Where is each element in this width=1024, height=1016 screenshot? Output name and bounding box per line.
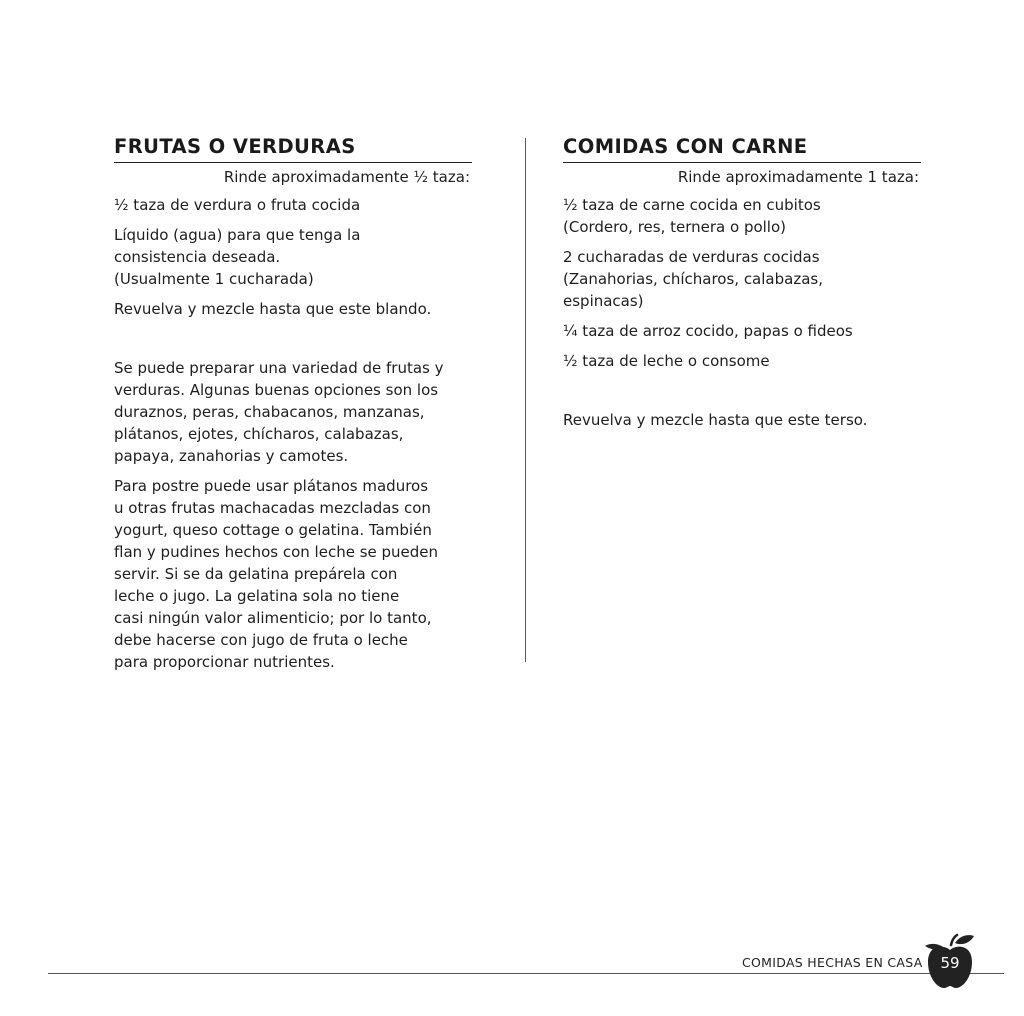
recipe-yield: Rinde aproximadamente ½ taza: <box>223 168 470 186</box>
instruction-line: Revuelva y mezcle hasta que este terso. <box>563 411 868 429</box>
ingredient-line: 2 cucharadas de verduras cocidas (Zanahorias, chícharos, calabazas, espinacas) <box>563 248 823 310</box>
recipe-title: FRUTAS O VERDURAS <box>114 135 472 163</box>
recipe-title: COMIDAS CON CARNE <box>563 135 921 163</box>
instruction-line: Revuelva y mezcle hasta que este blando. <box>114 300 432 318</box>
column-divider <box>525 138 526 662</box>
body-paragraph: Para postre puede usar plátanos maduros u otras frutas machacadas mezcladas con yogurt, queso cottage o gelatina. También flan y pudines hechos con leche se pueden servir. Si se da gelatina prepárela con leche o jugo. La gelatina sola no tiene casi ningún valor alimenticio; por lo tanto, debe hacerse con jugo de fruta o leche para proporcionar nutrientes. <box>114 477 439 671</box>
footer-rule <box>48 973 1004 974</box>
ingredient-line: Líquido (agua) para que tenga la consistencia deseada. (Usualmente 1 cucharada) <box>114 226 361 288</box>
body-paragraph: Se puede preparar una variedad de frutas y verduras. Algunas buenas opciones son los duraznos, peras, chabacanos, manzanas, plátanos, ejotes, chícharos, calabazas, papaya, zanahorias y camotes. <box>114 359 444 465</box>
ingredient-line: ½ taza de leche o consome <box>563 352 770 370</box>
ingredient-line: ¼ taza de arroz cocido, papas o fideos <box>563 322 853 340</box>
ingredient-line: ½ taza de carne cocida en cubitos (Cordero, res, ternera o pollo) <box>563 196 821 236</box>
recipe-yield: Rinde aproximadamente 1 taza: <box>677 168 919 186</box>
recipe-frutas-o-verduras <box>114 135 472 681</box>
footer-section-label: COMIDAS HECHAS EN CASA <box>742 955 923 970</box>
ingredient-line: ½ taza de verdura o fruta cocida <box>114 196 361 214</box>
recipe-comidas-con-carne <box>563 135 921 439</box>
page-number: 59 <box>940 954 960 972</box>
